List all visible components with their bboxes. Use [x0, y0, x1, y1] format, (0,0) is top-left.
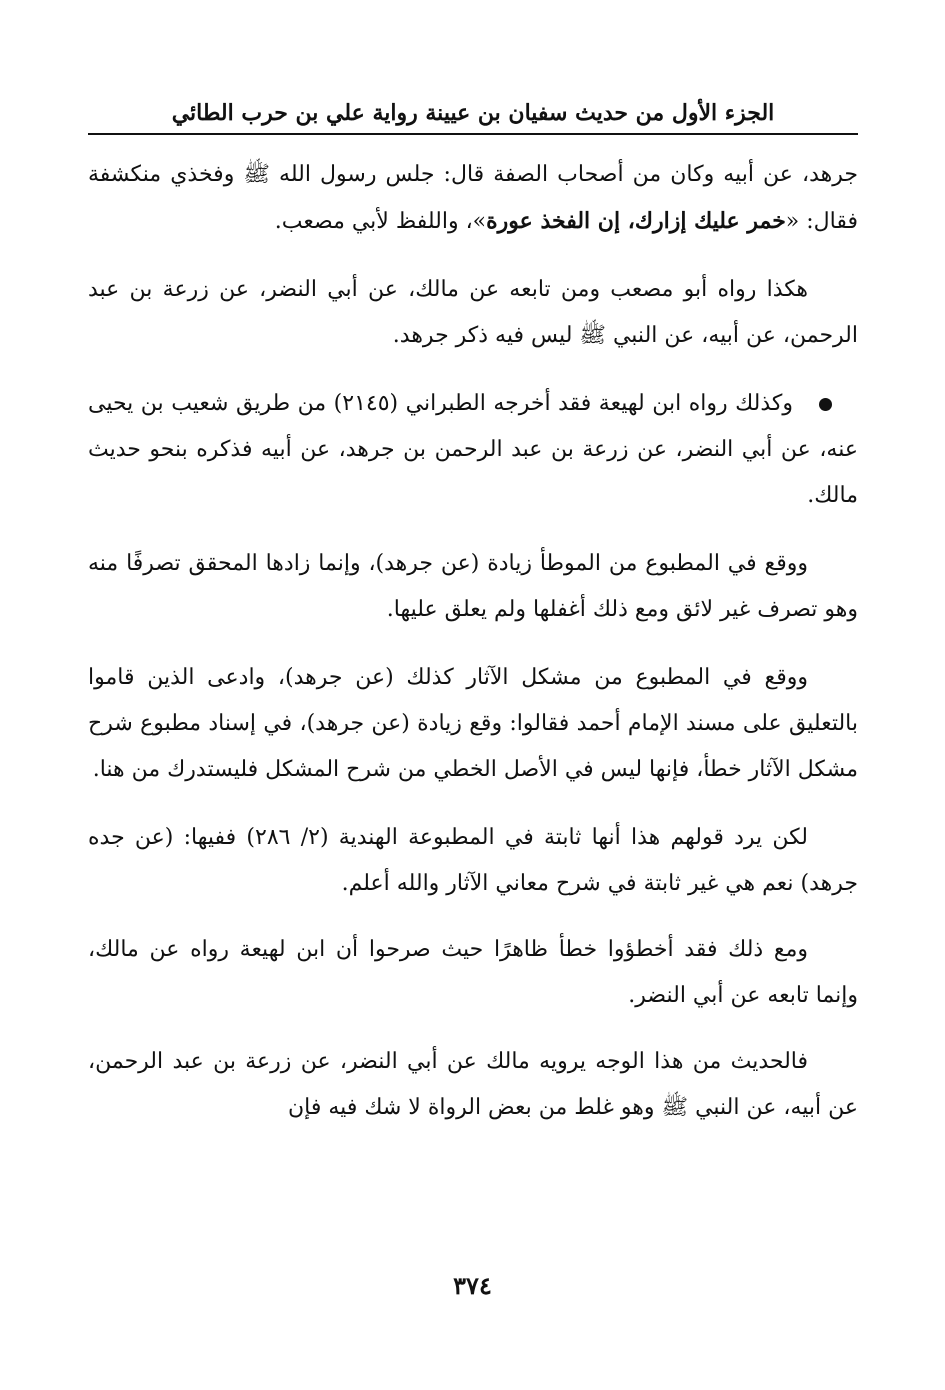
paragraph-6: لكن يرد قولهم هذا أنها ثابتة في المطبوعة الهندية (٢/ ٢٨٦) ففيها: (عن جده جرهد) نعم هي غير ثابتة في شرح معاني الآثار والله أعلم. [88, 825, 858, 896]
paragraph-7: ومع ذلك فقد أخطؤوا خطأ ظاهرًا حيث صرحوا أن ابن لهيعة رواه عن مالك، وإنما تابعه عن أبي النضر. [88, 937, 858, 1008]
paragraph-2: هكذا رواه أبو مصعب ومن تابعه عن مالك، عن أبي النضر، عن زرعة بن عبد الرحمن، عن أبيه، عن النبي ﷺ ليس فيه ذكر جرهد. [88, 277, 858, 348]
paragraph-1 [88, 152, 858, 245]
paragraph-1-text-after: »، واللفظ لأبي مصعب. [274, 209, 487, 234]
bullet-paragraph-text: وكذلك رواه ابن لهيعة فقد أخرجه الطبراني (٢١٤٥) من طريق شعيب بن يحيى عنه، عن أبي النضر، عن زرعة بن عبد الرحمن بن جرهد، عن أبيه فذكره بنحو حديث مالك. [88, 391, 858, 508]
paragraph-5: ووقع في المطبوع من مشكل الآثار كذلك (عن جرهد)، وادعى الذين قاموا بالتعليق على مسند الإمام أحمد فقالوا: وقع زيادة (عن جرهد)، في إسناد مطبوع شرح مشكل الآثار خطأ، فإنها ليس في الأصل الخطي من شرح المشكل فليستدرك من هنا. [88, 665, 858, 782]
paragraph-1-text-before: جرهد، عن أبيه وكان من أصحاب الصفة قال: جلس رسول الله ﷺ وفخذي منكشفة فقال: « [88, 162, 858, 234]
page-number: ٣٧٤ [453, 1271, 492, 1300]
bullet-dot-icon [819, 398, 832, 411]
paragraph-4: ووقع في المطبوع من الموطأ زيادة (عن جرهد)، وإنما زادها المحقق تصرفًا منه وهو تصرف غير لائق ومع ذلك أغفلها ولم يعلق عليها. [88, 551, 858, 622]
paragraph-8: فالحديث من هذا الوجه يرويه مالك عن أبي النضر، عن زرعة بن عبد الرحمن، عن أبيه، عن النبي ﷺ وهو غلط من بعض الرواة لا شك فيه فإن [88, 1049, 858, 1120]
header-rule [88, 133, 858, 135]
paragraph-1-bold-quote: خمر عليك إزارك، إن الفخذ عورة [486, 208, 786, 234]
page-body [88, 152, 858, 1153]
running-header: الجزء الأول من حديث سفيان بن عيينة رواية علي بن حرب الطائي [171, 100, 775, 126]
bullet-paragraph [88, 381, 858, 519]
